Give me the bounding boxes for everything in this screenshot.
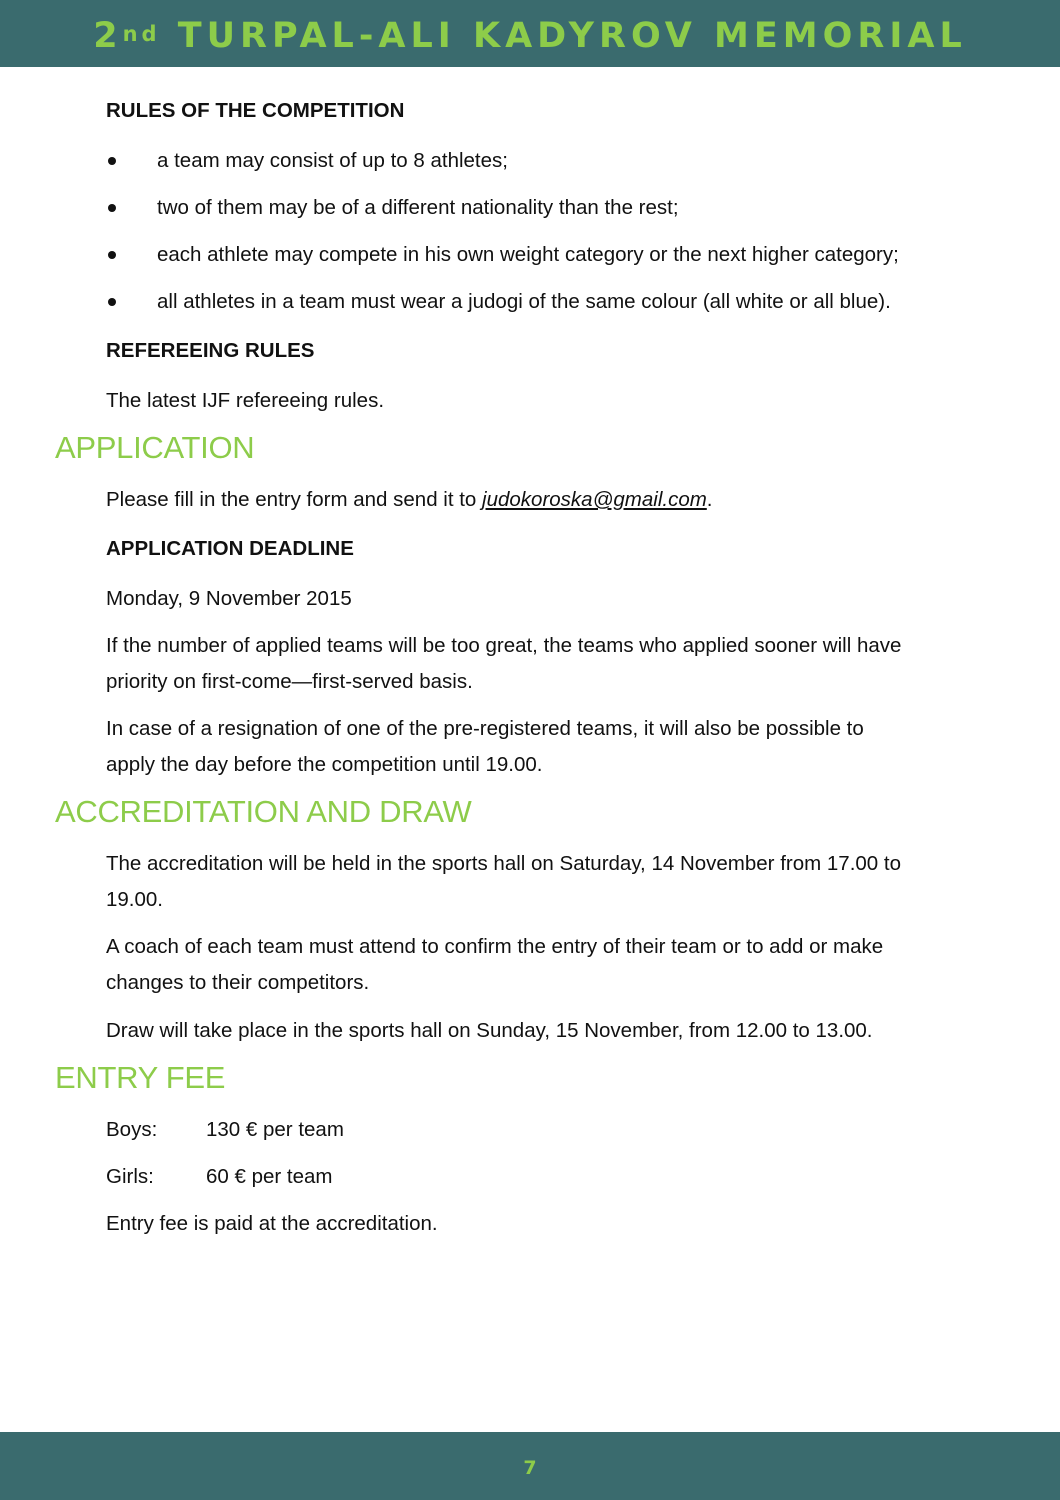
application-heading: APPLICATION	[55, 430, 255, 465]
draw-text: Draw will take place in the sports hall on Sunday, 15 November, from 12.00 to 13.00.	[106, 1019, 873, 1042]
bullet-icon	[108, 251, 116, 259]
coach-text-line: changes to their competitors.	[106, 971, 370, 994]
refereeing-text: The latest IJF refereeing rules.	[106, 389, 385, 412]
rules-heading: RULES OF THE COMPETITION	[106, 99, 405, 122]
application-text-after: .	[706, 488, 713, 511]
rules-item: a team may consist of up to 8 athletes;	[157, 149, 508, 172]
priority-text-line: If the number of applied teams will be too great, the teams who applied sooner will have	[106, 634, 902, 657]
fee-value-boys: 130 € per team	[206, 1118, 344, 1141]
rules-item: two of them may be of a different nationality than the rest;	[157, 196, 679, 219]
title-ordinal-suffix: nd	[122, 22, 161, 46]
entry-fee-heading: ENTRY FEE	[55, 1060, 226, 1095]
entry-fee-note: Entry fee is paid at the accreditation.	[106, 1212, 438, 1235]
deadline-heading: APPLICATION DEADLINE	[106, 537, 354, 560]
priority-text-line: priority on first-come—first-served basis.	[106, 670, 473, 693]
bullet-icon	[108, 204, 116, 212]
rules-item: all athletes in a team must wear a judogi of the same colour (all white or all blue).	[157, 290, 891, 313]
deadline-date: Monday, 9 November 2015	[106, 587, 352, 610]
application-text	[106, 482, 713, 518]
document-title	[0, 14, 1060, 62]
accreditation-held-line: 19.00.	[106, 888, 163, 911]
page-number: 7	[523, 1457, 537, 1479]
fee-label-boys: Boys:	[106, 1118, 158, 1141]
title-ordinal-number: 2	[93, 16, 123, 56]
refereeing-heading: REFEREEING RULES	[106, 339, 315, 362]
accreditation-heading: ACCREDITATION AND DRAW	[55, 794, 472, 829]
bullet-icon	[108, 298, 116, 306]
application-text-before: Please fill in the entry form and send it to	[106, 488, 483, 511]
fee-value-girls: 60 € per team	[206, 1165, 333, 1188]
resignation-text-line: In case of a resignation of one of the pre-registered teams, it will also be possible to	[106, 717, 864, 740]
fee-label-girls: Girls:	[106, 1165, 154, 1188]
resignation-text-line: apply the day before the competition until 19.00.	[106, 753, 543, 776]
coach-text-line: A coach of each team must attend to confirm the entry of their team or to add or make	[106, 935, 884, 958]
title-text: TURPAL-ALI KADYROV MEMORIAL	[177, 16, 967, 56]
rules-item: each athlete may compete in his own weight category or the next higher category;	[157, 243, 899, 266]
accreditation-held-line: The accreditation will be held in the sports hall on Saturday, 14 November from 17.00 to	[106, 852, 901, 875]
bullet-icon	[108, 157, 116, 165]
email-link[interactable]: judokoroska@gmail.com	[482, 488, 707, 511]
